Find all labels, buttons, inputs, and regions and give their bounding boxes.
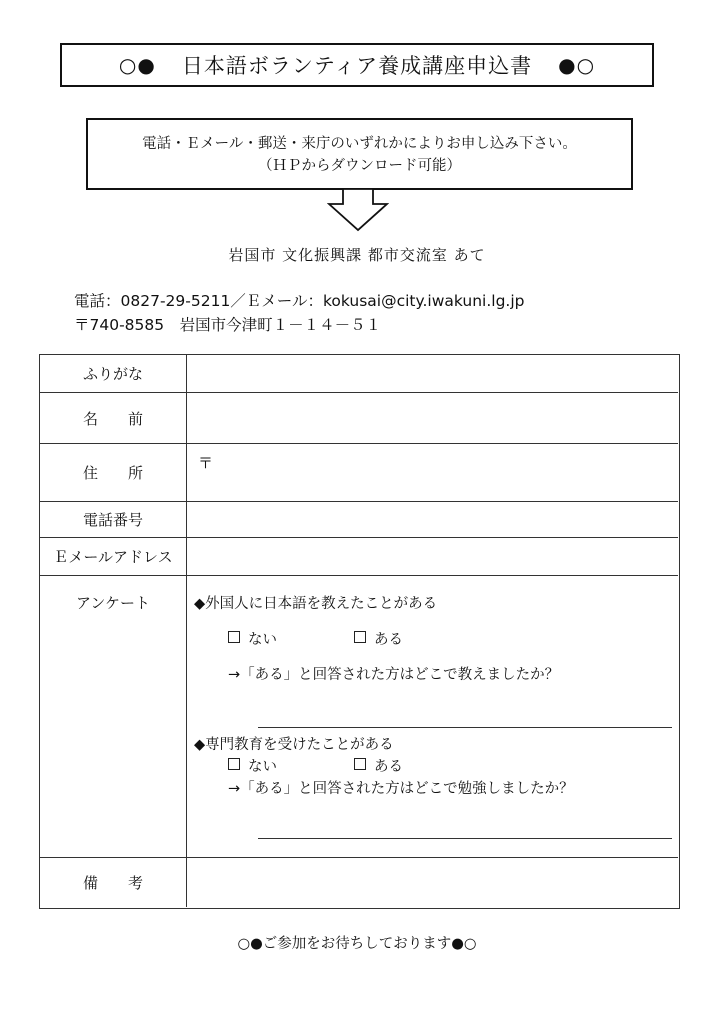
down-arrow-icon [327,188,389,232]
q2-yes-checkbox[interactable] [354,758,366,770]
title-right-marks: ●○ [558,53,596,77]
q1-no-option[interactable] [228,628,277,649]
application-form-table [39,354,680,909]
remarks-row [40,858,678,907]
q1-no-checkbox[interactable] [228,631,240,643]
furigana-field[interactable] [188,355,678,392]
q2-no-label: ない [248,759,277,775]
phone-row [40,502,678,538]
address-row [40,444,678,502]
email-field[interactable] [188,538,678,575]
postal-mark: 〒 [198,454,214,472]
q2-no-option[interactable] [228,755,277,776]
answer-line-1[interactable] [258,727,672,728]
survey-question-1: ◆外国人に日本語を教えたことがある [194,596,438,612]
closing-message: ○●ご参加をお待ちしております●○ [237,936,477,952]
address-field[interactable] [188,444,678,501]
contact-phone-email: 電話：0827-29-5211／Ｅメール：kokusai@city.iwakuni.lg.jp [74,292,525,310]
name-row [40,393,678,444]
survey-cell [188,576,678,857]
survey-label: アンケート [40,576,187,857]
q1-no-label: ない [248,632,277,648]
page-title: 日本語ボランティア養成講座申込書 [181,54,533,78]
remarks-field[interactable] [188,858,678,907]
phone-label: 電話番号 [40,502,187,537]
survey-question-2: ◆専門教育を受けたことがある [194,737,394,753]
instruction-line-1: 電話・Ｅメール・郵送・来庁のいずれかによりお申し込み下さい。 [142,136,577,152]
furigana-label: ふりがな [40,355,187,392]
answer-line-2[interactable] [258,838,672,839]
instruction-box [86,118,633,190]
survey-followup-1: →「ある」と回答された方はどこで教えましたか？ [228,667,560,683]
email-row [40,538,678,576]
q2-yes-option[interactable] [354,755,403,776]
name-label: 名 前 [40,393,187,443]
phone-field[interactable] [188,502,678,537]
q2-no-checkbox[interactable] [228,758,240,770]
instruction-line-2: （ＨＰからダウンロード可能） [258,158,461,174]
addressee: 岩国市 文化振興課 都市交流室 あて [228,246,486,264]
email-label: Ｅメールアドレス [40,538,187,575]
q1-yes-label: ある [374,632,403,648]
name-field[interactable] [188,393,678,443]
title-left-marks: ○● [118,53,156,77]
address-label: 住 所 [40,444,187,501]
q2-yes-label: ある [374,759,403,775]
furigana-row [40,355,678,393]
survey-row [40,576,678,858]
contact-postal-address: 〒740-8585 岩国市今津町１－１４－５１ [74,316,382,334]
remarks-label: 備 考 [40,858,187,907]
q1-yes-option[interactable] [354,628,403,649]
q1-yes-checkbox[interactable] [354,631,366,643]
form-title-box [60,43,654,87]
survey-followup-2: →「ある」と回答された方はどこで勉強しましたか？ [228,781,574,797]
